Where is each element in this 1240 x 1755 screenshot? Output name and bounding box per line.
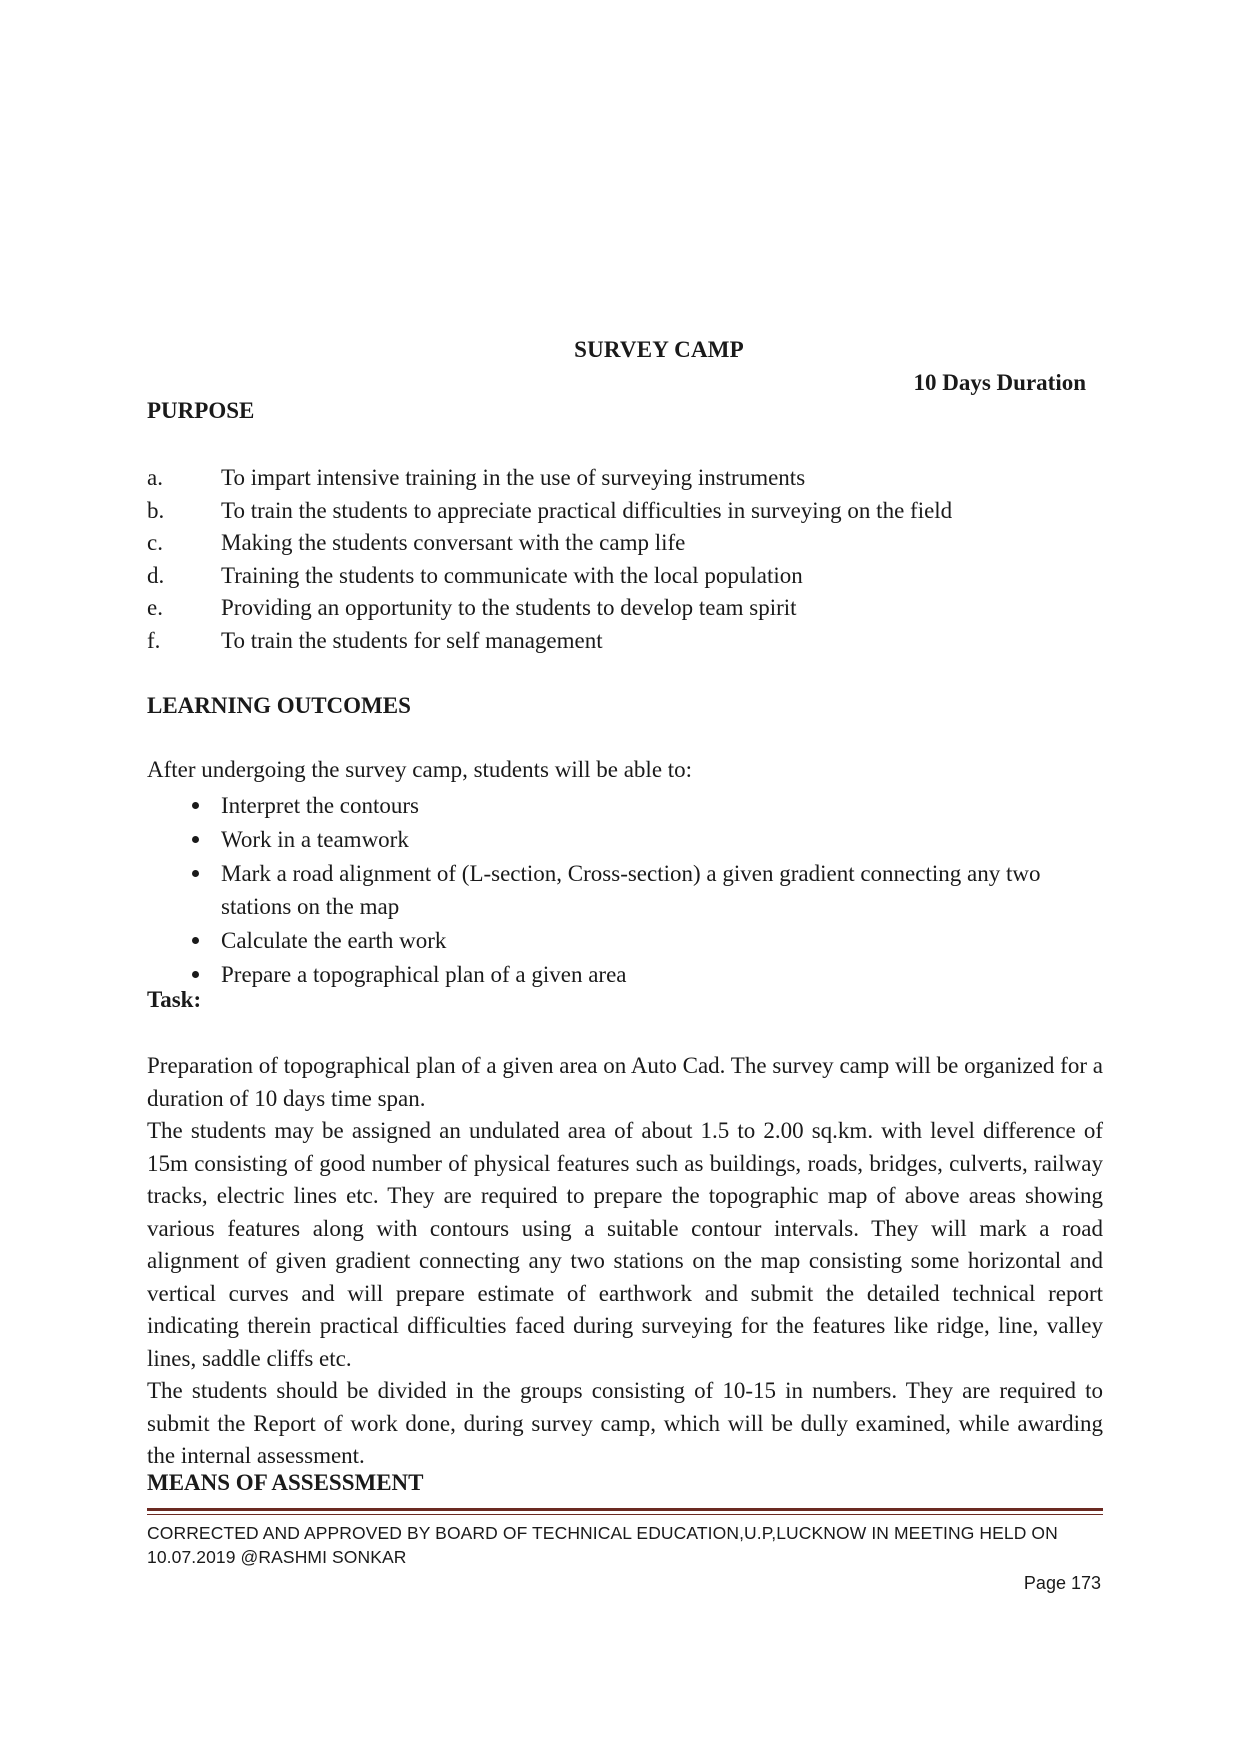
task-heading: Task: [147,987,202,1012]
bullet-icon [147,924,221,957]
purpose-item-text: To train the students for self management [221,627,603,653]
purpose-item [147,462,1107,495]
purpose-item-text: To impart intensive training in the use of surveying instruments [221,465,806,490]
list-item [147,958,1107,991]
page-title: SURVEY CAMP [574,337,744,362]
list-item-text: Work in a teamwork [221,827,409,852]
purpose-item [147,560,1107,593]
list-item [147,924,1107,957]
bullet-icon [147,857,221,923]
list-item-text: Mark a road alignment of (L-section, Cross-section) a given gradient connecting any two stations on the map [221,861,1041,919]
task-paragraph: The students may be assigned an undulated area of about 1.5 to 2.00 sq.km. with level difference of 15m consisting of good number of physical features such as buildings, roads, bridges, culverts, railway tracks, electric lines etc. They are required to prepare the topographic map of above areas showing various features along with contours using a suitable contour intervals. They will mark a road alignment of given gradient connecting any two stations on the map consisting some horizontal and vertical curves and will prepare estimate of earthwork and submit the detailed technical report indicating therein practical difficulties faced during surveying for the features like ridge, line, valley lines, saddle cliffs etc. [147,1118,1103,1371]
assessment-heading: MEANS OF ASSESSMENT [147,1470,424,1495]
task-paragraph: Preparation of topographical plan of a given area on Auto Cad. The survey camp will be organized for a duration of 10 days time span. [147,1053,1103,1111]
list-item-text: Calculate the earth work [221,928,447,953]
learning-outcomes-intro: After undergoing the survey camp, students will be able to: [147,757,693,782]
purpose-item-text: To train the students to appreciate practical difficulties in surveying on the field [221,497,953,523]
footer-divider [147,1508,1103,1511]
list-item-text: Interpret the contours [221,793,419,818]
purpose-heading: PURPOSE [147,398,255,423]
duration-label: 10 Days Duration [913,370,1086,395]
list-marker: b. [147,497,165,523]
purpose-list [147,462,1107,657]
page-number: Page 173 [1023,1573,1101,1593]
list-item [147,857,1107,923]
list-marker: f. [147,627,161,653]
purpose-item [147,495,1107,528]
purpose-item [147,527,1107,560]
learning-outcomes-list [147,789,1107,992]
bullet-icon [147,789,221,822]
footer-approval-note: CORRECTED AND APPROVED BY BOARD OF TECHNICAL EDUCATION,U.P,LUCKNOW IN MEETING HELD ON 10.07.2019 @RASHMI SONKAR [147,1523,1058,1567]
purpose-item [147,592,1107,625]
bullet-icon [147,823,221,856]
footer-divider-thin [147,1514,1103,1515]
list-marker: d. [147,562,165,588]
purpose-item-text: Providing an opportunity to the students to develop team spirit [221,595,797,620]
list-item [147,823,1107,856]
list-item-text: Prepare a topographical plan of a given area [221,962,627,987]
purpose-item-text: Making the students conversant with the camp life [221,530,686,555]
purpose-item [147,625,1107,658]
learning-outcomes-heading: LEARNING OUTCOMES [147,693,411,718]
task-paragraph: The students should be divided in the groups consisting of 10-15 in numbers. They are required to submit the Report of work done, during survey camp, which will be dully examined, while awarding the internal assessment. [147,1378,1103,1468]
list-marker: a. [147,465,163,490]
purpose-item-text: Training the students to communicate with the local population [221,562,803,588]
list-marker: e. [147,595,163,620]
list-marker: c. [147,530,163,555]
list-item [147,789,1107,822]
